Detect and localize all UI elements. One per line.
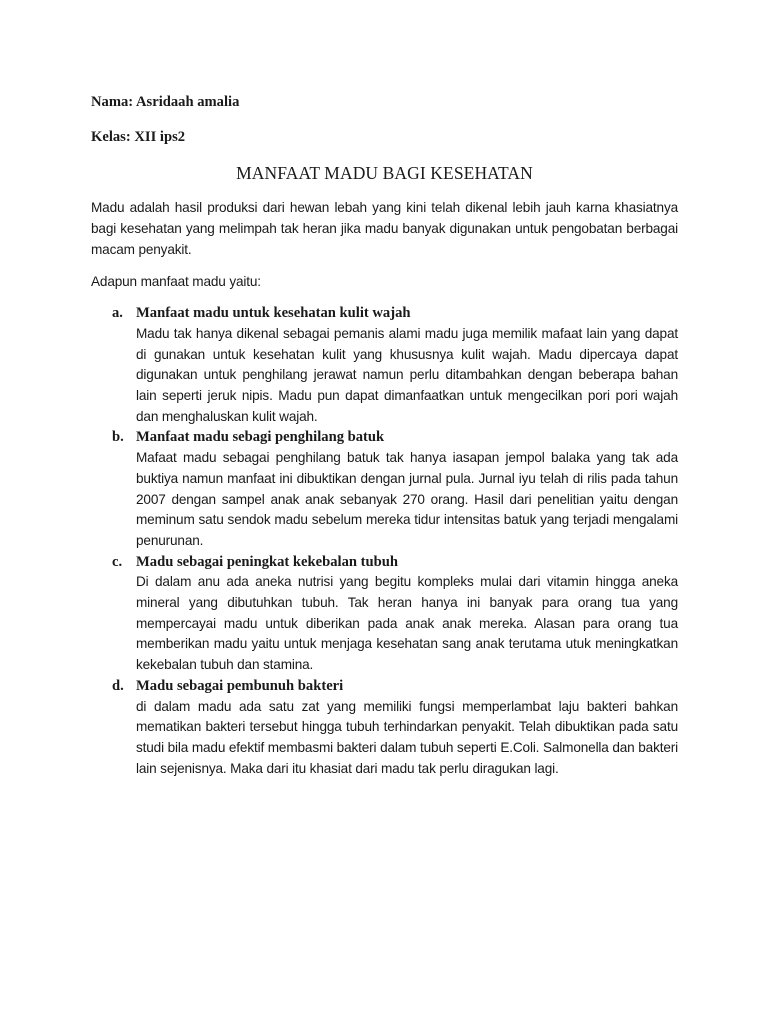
- list-item: [91, 427, 678, 551]
- list-marker: b.: [112, 429, 124, 446]
- list-intro: Adapun manfaat madu yaitu:: [91, 273, 261, 289]
- document-title: MANFAAT MADU BAGI KESEHATAN: [236, 163, 533, 184]
- item-body: di dalam madu ada satu zat yang memiliki fungsi memperlambat laju bakteri bahkan mematikan bakteri tersebut hingga tubuh terhindarkan penyakit. Telah dibuktikan pada satu studi bila madu efektif membasmi bakteri dalam tubuh seperti E.Coli. Salmonella dan bakteri lain sejenisnya. Maka dari itu khasiat dari madu tak perlu diragukan lagi.: [136, 698, 678, 776]
- list-item: [91, 552, 678, 676]
- list-marker: d.: [112, 677, 124, 694]
- item-heading: Madu sebagai peningkat kekebalan tubuh: [136, 553, 398, 570]
- list-item: [91, 676, 678, 780]
- item-heading: Madu sebagai pembunuh bakteri: [136, 677, 344, 694]
- intro-paragraph: Madu adalah hasil produksi dari hewan lebah yang kini telah dikenal lebih jauh karna khasiatnya bagi kesehatan yang melimpah tak heran jika madu banyak digunakan untuk pengobatan berbagai macam penyakit.: [91, 200, 678, 257]
- benefit-list: [91, 303, 678, 779]
- student-class: Kelas: XII ips2: [91, 128, 186, 145]
- item-body: Di dalam anu ada aneka nutrisi yang begitu kompleks mulai dari vitamin hingga aneka mineral yang dibutuhkan tubuh. Tak heran hanya ini banyak para orang tua yang mempercayai madu untuk diberikan pada anak anak mereka. Alasan para orang tua memberikan madu yaitu untuk menjaga kesehatan sang anak terutama utuk meningkatkan kekebalan tubuh dan stamina.: [136, 574, 678, 673]
- item-heading: Manfaat madu sebagi penghilang batuk: [136, 429, 385, 446]
- list-marker: a.: [112, 305, 123, 322]
- list-item: [91, 303, 678, 427]
- item-heading: Manfaat madu untuk kesehatan kulit wajah: [136, 305, 411, 322]
- item-body: Madu tak hanya dikenal sebagai pemanis alami madu juga memilik mafaat lain yang dapat di gunakan untuk kesehatan kulit yang khususnya kulit wajah. Madu dipercaya dapat digunakan untuk penghilang jerawat namun perlu ditambahkan dengan beberapa bahan lain seperti jeruk nipis. Madu pun dapat dimanfaatkan untuk mengecilkan pori pori wajah dan menghaluskan kulit wajah.: [136, 325, 678, 424]
- list-marker: c.: [112, 553, 123, 570]
- item-body: Mafaat madu sebagai penghilang batuk tak hanya iasapan jempol balaka yang tak ada buktiya namun manfaat ini dibuktikan dengan jurnal pula. Jurnal iyu telah di rilis pada tahun 2007 dengan sampel anak anak sebanyak 270 orang. Hasil dari penelitian yaitu dengan meminum satu sendok madu sebelum mereka tidur intensitas batuk yang terjadi mengalami penurunan.: [136, 450, 678, 548]
- student-name: Nama: Asridaah amalia: [91, 94, 240, 110]
